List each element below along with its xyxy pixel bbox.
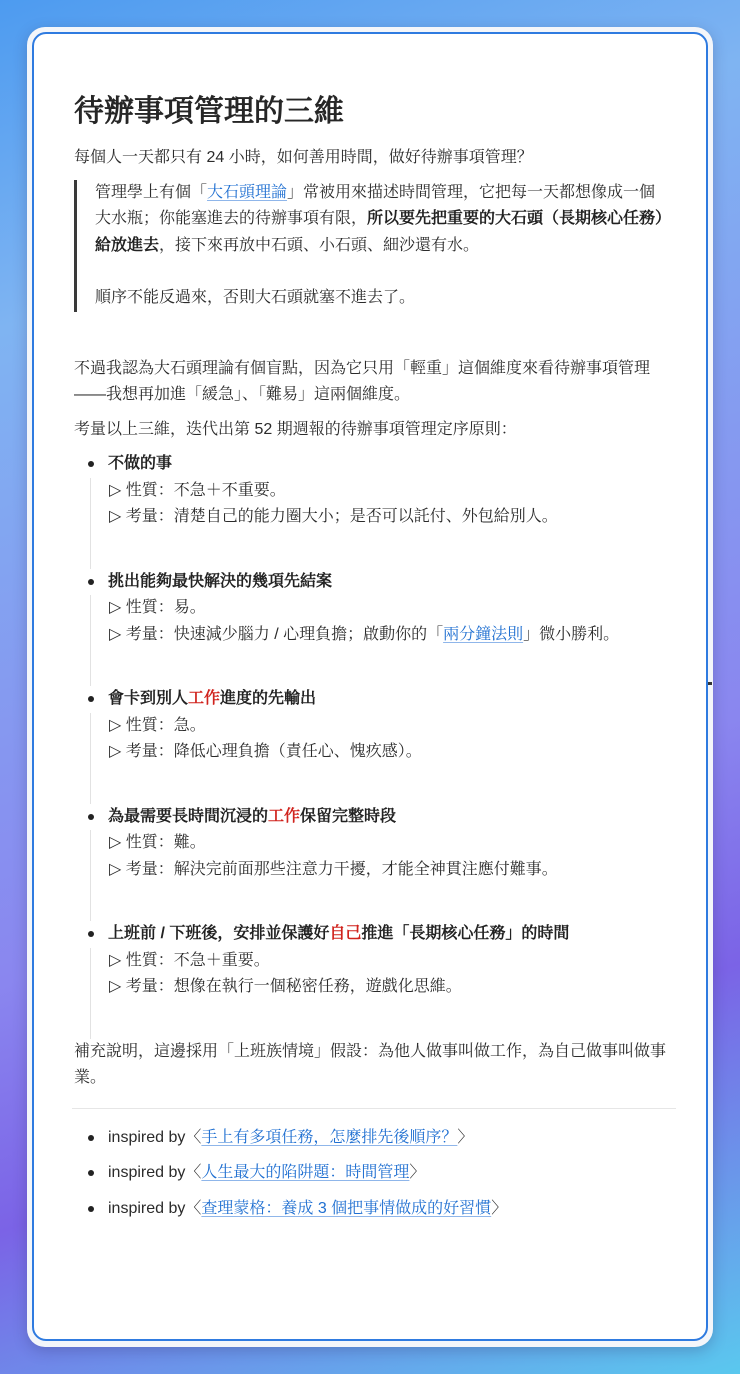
consideration-text: 」微小勝利。 [523, 625, 620, 643]
item-title [108, 451, 674, 478]
item-title-text: 推進「長期核心任務」的時間 [361, 925, 570, 942]
item-title-text: 不做的事 [108, 455, 173, 472]
item-title-highlight: 工作 [188, 690, 221, 707]
consideration-text: ▷ 考量：快速減少腦力 / 心理負擔；啟動你的「 [109, 625, 444, 643]
item-title-text: 為最需要長時間沉浸的 [108, 807, 269, 825]
reference-prefix: inspired by〈 [108, 1199, 202, 1217]
big-rock-theory-link[interactable]: 大石頭理論 [207, 183, 288, 201]
item-details [90, 713, 674, 804]
item-details [90, 478, 674, 569]
quote-text: 管理學上有個「 [95, 183, 208, 201]
consideration-text: ▷ 考量：清楚自己的能力圈大小；是否可以託付、外包給別人。 [109, 508, 558, 525]
item-title [108, 686, 674, 713]
consideration-text: ▷ 考量：解決完前面那些注意力干擾，才能全神貫注應付難事。 [109, 860, 558, 878]
list-item [74, 686, 674, 804]
quote-text: 」常被用來描述時間管理，它把每一天都想像成一個大水瓶；你能塞進去的待辦事項有限， [95, 183, 656, 227]
reference-item [74, 1125, 674, 1152]
item-nature: ▷ 性質：急。 [109, 716, 206, 734]
item-consideration [109, 857, 674, 884]
quote-paragraph [95, 180, 664, 260]
consideration-text: ▷ 考量：想像在執行一個秘密任務，遊戲化思維。 [109, 978, 462, 995]
reference-item [74, 1196, 674, 1223]
reference-prefix: inspired by〈 [108, 1128, 202, 1146]
item-nature: ▷ 性質：不急＋不重要。 [109, 481, 286, 499]
item-consideration [109, 974, 674, 1001]
item-details [90, 830, 674, 921]
item-title-text: 會卡到別人 [108, 690, 189, 707]
item-title-text: 挑出能夠最快解決的幾項先結案 [108, 572, 333, 590]
item-title-highlight: 工作 [268, 807, 301, 825]
item-title [108, 921, 674, 948]
reference-suffix: 〉 [491, 1199, 508, 1217]
article-content [74, 92, 674, 1231]
list-item [74, 451, 674, 569]
item-title-text: 保留完整時段 [300, 807, 397, 825]
item-details [90, 595, 674, 686]
item-nature: ▷ 性質：難。 [109, 834, 206, 851]
scrollbar-marker[interactable] [708, 682, 712, 685]
item-details [90, 948, 674, 1039]
item-title-highlight: 自己 [329, 925, 362, 942]
reference-link[interactable]: 人生最大的陷阱題：時間管理 [201, 1164, 410, 1181]
quote-text: ，接下來再放中石頭、小石頭、細沙還有水。 [159, 236, 480, 254]
article-card [32, 32, 708, 1341]
item-consideration [109, 739, 674, 766]
reference-link[interactable]: 手上有多項任務，怎麼排先後順序？ [201, 1128, 458, 1146]
list-item [74, 921, 674, 1039]
intro-text: 每個人一天都只有 24 小時，如何善用時間，做好待辦事項管理？ [74, 149, 533, 166]
blockquote [74, 180, 664, 312]
consideration-text: ▷ 考量：降低心理負擔（責任心、愧疚感）。 [109, 743, 422, 760]
quote-bold-text: 所以要先把重要的大石頭（長期核心任務）給放進去 [95, 210, 664, 254]
item-title [108, 569, 674, 596]
principles-list [74, 451, 674, 1039]
divider [72, 1108, 676, 1109]
paragraph: 不過我認為大石頭理論有個盲點，因為它只用「輕重」這個維度來看待辦事項管理——我想再加進「緩急」、「難易」這兩個維度。 [74, 359, 651, 403]
reference-suffix: 〉 [409, 1164, 426, 1181]
list-item [74, 569, 674, 687]
item-consideration [109, 622, 674, 649]
paragraph: 考量以上三維，迭代出第 52 期週報的待辦事項管理定序原則： [74, 420, 517, 438]
reference-prefix: inspired by〈 [108, 1164, 202, 1181]
reference-link[interactable]: 查理蒙格：養成 3 個把事情做成的好習慣 [201, 1199, 492, 1217]
two-minute-rule-link[interactable]: 兩分鐘法則 [443, 625, 524, 643]
item-title [108, 804, 674, 831]
note-paragraph: 補充說明，這邊採用「上班族情境」假設：為他人做事叫做工作，為自己做事叫做事業。 [74, 1042, 667, 1086]
item-nature: ▷ 性質：不急＋重要。 [109, 951, 270, 969]
reference-item [74, 1160, 674, 1187]
quote-paragraph-2: 順序不能反過來，否則大石頭就塞不進去了。 [95, 289, 416, 306]
item-title-text: 上班前 / 下班後，安排並保護好 [108, 925, 330, 942]
reference-suffix: 〉 [457, 1128, 474, 1146]
item-title-text: 進度的先輸出 [220, 690, 317, 707]
references-list [74, 1125, 674, 1223]
card-frame [27, 27, 713, 1347]
item-nature: ▷ 性質：易。 [109, 599, 206, 616]
list-item [74, 804, 674, 922]
page-title: 待辦事項管理的三維 [74, 95, 344, 128]
item-consideration [109, 504, 674, 531]
